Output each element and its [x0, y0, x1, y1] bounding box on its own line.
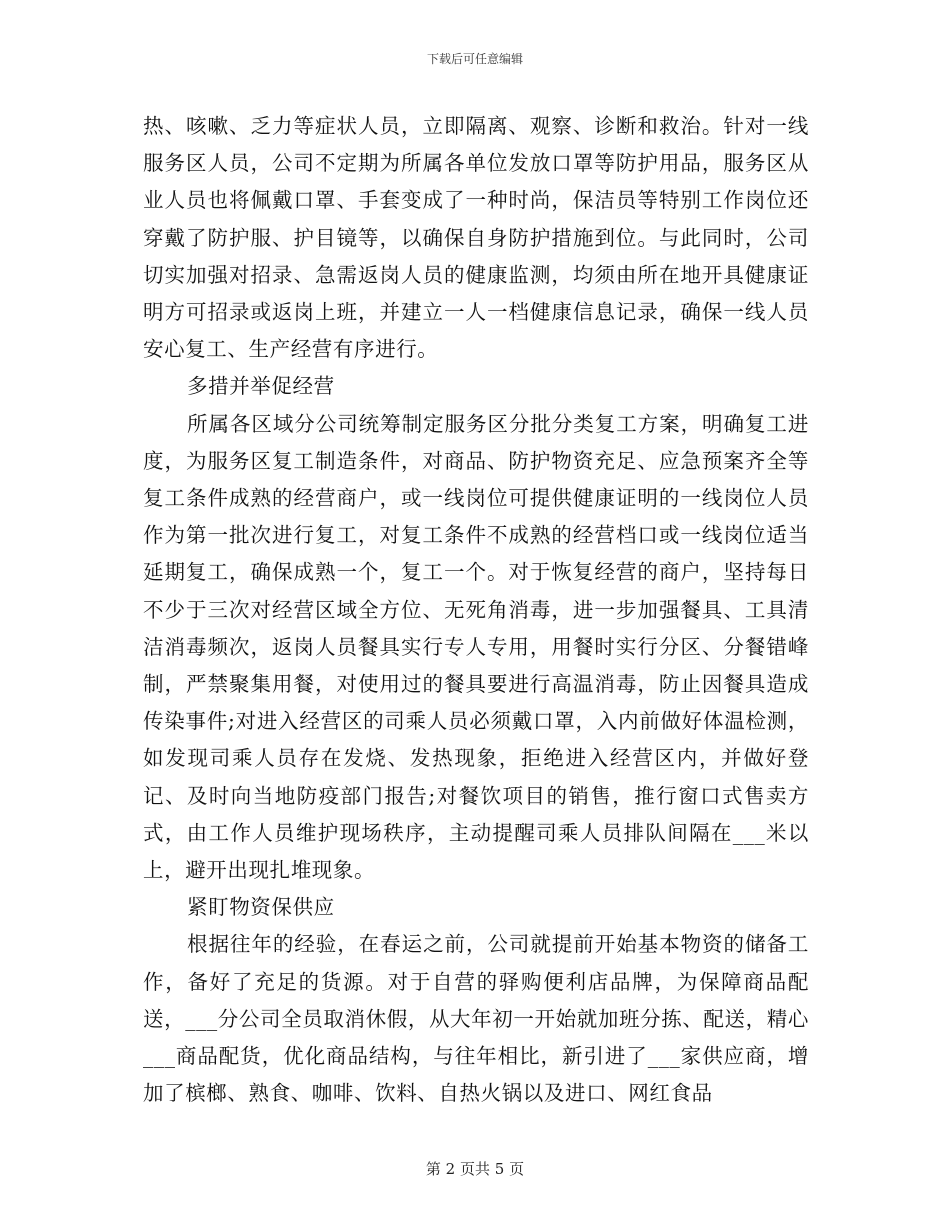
document-body — [143, 108, 809, 1112]
section-heading-supplies: 紧盯物资保供应 — [187, 895, 335, 920]
paragraph-supplies: 根据往年的经验，在春运之前，公司就提前开始基本物资的储备工作，备好了充足的货源。对于自营的驿购便利店品牌，为保障商品配送，___分公司全员取消休假，从大年初一开始就加班分拣、配送，精心___商品配货，优化商品结构，与往年相比，新引进了___家供应商，增加了槟榔、熟食、咖啡、饮料、自热火锅以及进口、网红食品 — [143, 932, 809, 1106]
section-heading-business: 多措并举促经营 — [187, 374, 335, 399]
page-footer: 第 2 页共 5 页 — [425, 1160, 525, 1178]
paragraph-business: 所属各区域分公司统筹制定服务区分批分类复工方案，明确复工进度，为服务区复工制造条件，对商品、防护物资充足、应急预案齐全等复工条件成熟的经营商户，或一线岗位可提供健康证明的一线岗位人员作为第一批次进行复工，对复工条件不成熟的经营档口或一线岗位适当延期复工，确保成熟一个，复工一个。对于恢复经营的商户，坚持每日不少于三次对经营区域全方位、无死角消毒，进一步加强餐具、工具清洁消毒频次，返岗人员餐具实行专人专用，用餐时实行分区、分餐错峰制，严禁聚集用餐，对使用过的餐具要进行高温消毒，防止因餐具造成传染事件;对进入经营区的司乘人员必须戴口罩，入内前做好体温检测，如发现司乘人员存在发烧、发热现象，拒绝进入经营区内，并做好登记、及时向当地防疫部门报告;对餐饮项目的销售，推行窗口式售卖方式，由工作人员维护现场秩序，主动提醒司乘人员排队间隔在___米以上，避开出现扎堆现象。 — [143, 411, 809, 883]
page-header: 下载后可任意编辑 — [426, 52, 523, 66]
paragraph-continuation: 热、咳嗽、乏力等症状人员，立即隔离、观察、诊断和救治。针对一线服务区人员，公司不定期为所属各单位发放口罩等防护用品，服务区从业人员也将佩戴口罩、手套变成了一种时尚，保洁员等特别工作岗位还穿戴了防护服、护目镜等，以确保自身防护措施到位。与此同时，公司切实加强对招录、急需返岗人员的健康监测，均须由所在地开具健康证明方可招录或返岗上班，并建立一人一档健康信息记录，确保一线人员安心复工、生产经营有序进行。 — [143, 114, 809, 362]
